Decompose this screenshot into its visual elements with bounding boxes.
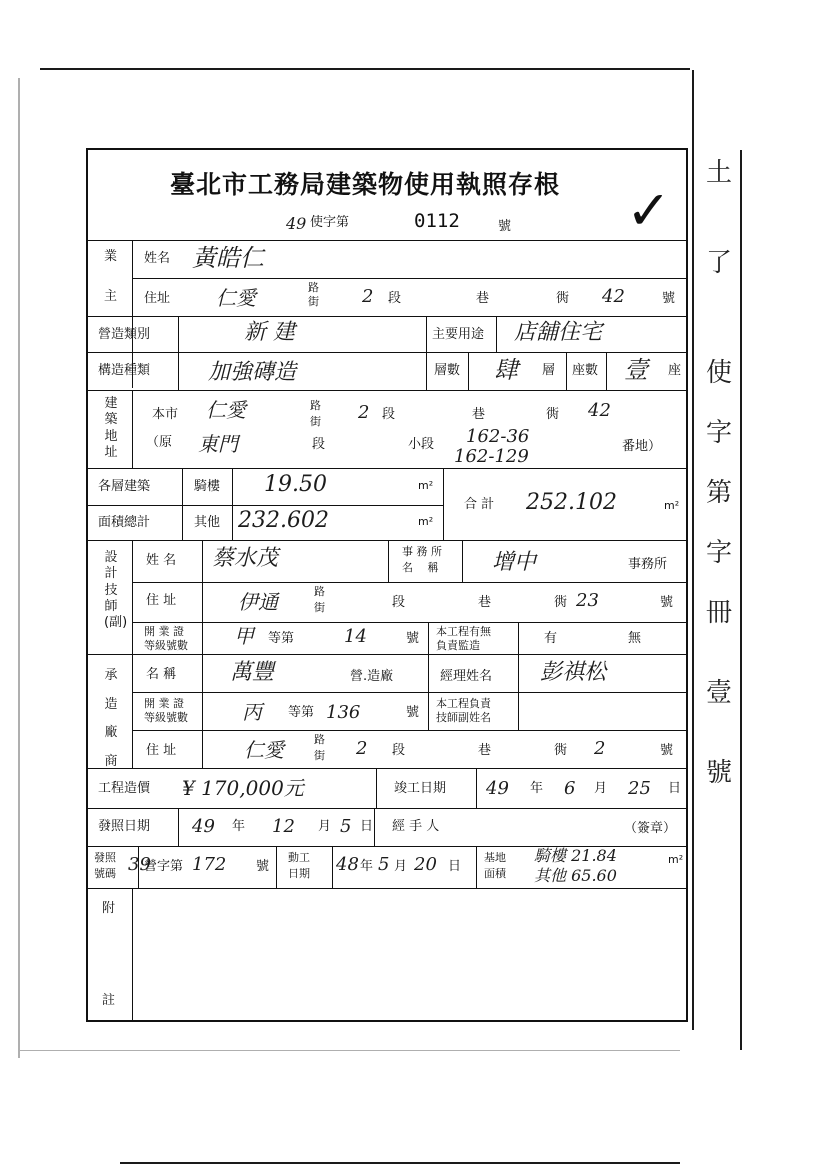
col-line [428, 622, 429, 654]
col-line [276, 846, 277, 888]
permit-number-suffix: 號 [498, 219, 512, 234]
lane-label: 巷 [476, 291, 490, 306]
notes-label: 附 [102, 901, 116, 916]
col-line [374, 808, 375, 846]
row-line [88, 468, 686, 469]
start-date-label: 動工 [288, 851, 310, 864]
col-line [178, 808, 179, 846]
row-line [132, 622, 686, 623]
col-line [468, 352, 469, 390]
structure-label: 構造種類 [98, 363, 151, 378]
supervisor-none: 無 [628, 631, 642, 646]
office-label: 事 務 所 [402, 545, 442, 558]
build-permit-number: 172 [192, 854, 227, 875]
cost-value: ¥ 170,000元 [182, 776, 304, 800]
base-arcade-area: 騎樓 21.84 [534, 846, 617, 865]
city-label: 本市 [152, 407, 179, 422]
contractor-address-number: 2 [594, 738, 606, 759]
scan-border-bottom [20, 1050, 680, 1051]
designer-address-number: 23 [576, 590, 599, 611]
supervisor-has: 有 [544, 631, 558, 646]
street-label: 街 [314, 601, 325, 614]
background-side-char: 字 [706, 418, 733, 448]
year-label: 年 [530, 781, 544, 796]
number-label: 號 [662, 291, 676, 306]
designer-name: 蔡水茂 [212, 546, 279, 571]
floors-value: 肆 [494, 356, 518, 384]
col-line [476, 768, 477, 808]
complete-day: 25 [628, 778, 651, 799]
designer-license-number: 14 [344, 626, 367, 647]
base-area-label: 面積 [484, 867, 506, 880]
owner-address-road: 仁愛 [216, 286, 256, 310]
lane-label: 巷 [472, 407, 486, 422]
row-line [132, 278, 686, 279]
permit-number: 0112 [414, 210, 460, 232]
scan-border-right [692, 70, 694, 1030]
site-label: 建築地址 [104, 396, 118, 460]
cost-label: 工程造價 [98, 781, 151, 796]
designer-address-label: 住 址 [146, 593, 177, 608]
office-label: 名 稱 [402, 561, 439, 574]
col-line [496, 316, 497, 352]
notes-label: 註 [102, 993, 116, 1008]
scan-border-top [40, 68, 690, 70]
original-section: 東門 [198, 432, 238, 456]
scan-border-foot [120, 1162, 680, 1164]
issue-date-label: 發照日期 [98, 819, 151, 834]
col-line [178, 316, 179, 390]
area-label: 各層建築 [98, 479, 151, 494]
manager-name: 彭祺松 [540, 660, 607, 685]
license-label: 開 業 證 [144, 625, 184, 638]
col-line [606, 352, 607, 390]
buildings-value: 壹 [624, 356, 648, 384]
start-year: 48 [336, 854, 359, 875]
build-permit-number-label: 號 [256, 859, 270, 874]
license-label: 等級號數 [144, 711, 188, 724]
floor-unit: 層 [542, 363, 556, 378]
col-line [332, 846, 333, 888]
floors-label: 層數 [434, 363, 461, 378]
lot-number-2: 162-129 [454, 446, 529, 467]
lot-number-1: 162-36 [466, 426, 530, 447]
area-label: 面積總計 [98, 515, 151, 530]
permit-year: 49 [286, 214, 307, 233]
issue-year: 49 [192, 816, 215, 837]
manager-label: 經理姓名 [440, 669, 493, 684]
col-line [426, 352, 427, 390]
category-label: 營造類別 [98, 327, 151, 342]
designer-name-label: 姓 名 [146, 553, 177, 568]
complete-year: 49 [486, 778, 509, 799]
handler-label: 經 手 人 [392, 819, 440, 834]
total-area: 252.102 [526, 490, 617, 515]
row-line [88, 390, 686, 391]
road-label: 路 [308, 281, 319, 294]
background-side-char: 了 [706, 248, 733, 278]
alley-label: 衖 [546, 407, 560, 422]
col-line [518, 622, 519, 654]
col-line [476, 846, 477, 888]
section-label: 段 [388, 291, 402, 306]
col-line [132, 540, 133, 768]
subsection-label: 小段 [408, 437, 435, 452]
contractor-name-label: 名 稱 [146, 667, 177, 682]
number-label: 號 [660, 595, 674, 610]
owner-address-section: 2 [362, 286, 374, 307]
base-other-area: 其他 65.60 [534, 866, 617, 885]
build-permit-word: 39 [128, 854, 151, 875]
lane-label: 巷 [478, 743, 492, 758]
year-label: 年 [232, 819, 246, 834]
row-line [88, 888, 686, 889]
street-label: 街 [308, 295, 319, 308]
year-label: 年 [360, 859, 374, 874]
alley-label: 衖 [554, 743, 568, 758]
background-side-char: 壹 [706, 678, 733, 708]
row-line [132, 730, 686, 731]
col-line [426, 316, 427, 352]
day-label: 日 [668, 781, 682, 796]
license-label: 等級號數 [144, 639, 188, 652]
contractor-license-number: 136 [326, 702, 361, 723]
tech-label: 技師副姓名 [436, 711, 491, 724]
license-number-label: 號 [406, 705, 420, 720]
row-line [88, 505, 443, 506]
owner-name: 黃皓仁 [192, 244, 264, 272]
category-value: 新 建 [244, 320, 295, 345]
buildings-label: 座數 [572, 363, 599, 378]
section-label: 段 [392, 595, 406, 610]
col-line [443, 468, 444, 540]
license-label: 開 業 證 [144, 697, 184, 710]
total-label: 合 計 [464, 497, 495, 512]
grade-label: 等第 [288, 705, 315, 720]
contractor-address-section: 2 [356, 738, 368, 759]
use-value: 店舖住宅 [514, 320, 603, 345]
owner-group-label: 主 [104, 289, 118, 304]
background-side-char: 號 [706, 758, 733, 788]
start-date-label: 日期 [288, 867, 310, 880]
month-label: 月 [594, 781, 608, 796]
row-line [88, 540, 686, 541]
col-line [518, 654, 519, 730]
background-side-char: 冊 [706, 598, 733, 628]
owner-name-label: 姓名 [144, 251, 171, 266]
col-line [428, 654, 429, 730]
designer-license-grade: 甲 [234, 624, 254, 648]
issue-month: 12 [272, 816, 295, 837]
tech-label: 本工程負責 [436, 697, 491, 710]
col-line [388, 540, 389, 582]
area-unit: m² [418, 479, 434, 492]
other-label: 其他 [194, 515, 221, 530]
col-line [132, 888, 133, 1022]
office-name: 增中 [492, 550, 537, 575]
contractor-license-grade: 丙 [242, 700, 262, 724]
street-label: 街 [314, 749, 325, 762]
original-section-label: 段 [312, 437, 326, 452]
day-label: 日 [360, 819, 374, 834]
contractor-address-road: 仁愛 [244, 738, 284, 762]
background-side-char: 第 [706, 478, 733, 508]
permit-stub-form [86, 148, 688, 1022]
total-unit: m² [664, 499, 680, 512]
other-area: 232.602 [238, 508, 329, 533]
owner-group-label: 業 [104, 249, 118, 264]
building-unit: 座 [668, 363, 682, 378]
license-number-label: 號 [406, 631, 420, 646]
row-line [88, 768, 686, 769]
number-label: 號 [660, 743, 674, 758]
use-label: 主要用途 [432, 327, 485, 342]
base-area-unit: m² [668, 853, 684, 866]
site-road: 仁愛 [206, 398, 246, 422]
complete-date-label: 竣工日期 [394, 781, 447, 796]
form-title: 臺北市工務局建築物使用執照存根 [170, 170, 561, 199]
day-label: 日 [448, 859, 462, 874]
supervisor-label: 本工程有無 [436, 625, 491, 638]
site-section: 2 [358, 402, 370, 423]
contractor-name: 萬豐 [230, 660, 275, 685]
month-label: 月 [394, 859, 408, 874]
owner-address-label: 住址 [144, 291, 171, 306]
col-line [202, 540, 203, 768]
month-label: 月 [318, 819, 332, 834]
complete-month: 6 [564, 778, 576, 799]
lot-label: 番地） [622, 439, 662, 454]
road-label: 路 [310, 399, 321, 412]
lane-label: 巷 [478, 595, 492, 610]
arcade-label: 騎樓 [194, 479, 221, 494]
owner-address-number: 42 [602, 286, 625, 307]
background-side-char: 字 [706, 538, 733, 568]
background-side-char: 使 [706, 358, 733, 388]
designer-address-road: 伊通 [238, 590, 278, 614]
row-line [132, 582, 686, 583]
contractor-name-suffix: 營.造廠 [350, 669, 394, 684]
col-line [132, 390, 133, 468]
structure-value: 加強磚造 [208, 360, 297, 385]
original-label: （原 [146, 435, 173, 450]
start-month: 5 [378, 854, 390, 875]
col-line [182, 468, 183, 540]
col-line [232, 468, 233, 540]
site-number: 42 [588, 400, 611, 421]
check-mark-icon: ✓ [626, 179, 672, 242]
office-suffix: 事務所 [628, 557, 668, 572]
col-line [376, 768, 377, 808]
row-line [88, 654, 686, 655]
row-line [88, 240, 686, 241]
sign-label: （簽章） [624, 821, 677, 836]
col-line [566, 352, 567, 390]
street-label: 街 [310, 415, 321, 428]
contractor-group-label: 承造廠商 [104, 668, 118, 769]
scan-border-left [18, 78, 20, 1058]
start-day: 20 [414, 854, 437, 875]
issue-day: 5 [340, 816, 352, 837]
section-label: 段 [392, 743, 406, 758]
grade-label: 等第 [268, 631, 295, 646]
designer-group-label: 設計技師(副) [104, 550, 128, 630]
build-permit-label: 發照 [94, 851, 116, 864]
alley-label: 衖 [556, 291, 570, 306]
alley-label: 衖 [554, 595, 568, 610]
base-area-label: 基地 [484, 851, 506, 864]
contractor-address-label: 住 址 [146, 743, 177, 758]
road-label: 路 [314, 733, 325, 746]
permit-word-label: 使字第 [310, 215, 350, 230]
build-permit-word-label: 營字第 [144, 859, 184, 874]
section-label: 段 [382, 407, 396, 422]
background-side-char: 土 [706, 158, 733, 188]
arcade-area: 19.50 [264, 472, 327, 497]
row-line [132, 692, 686, 693]
build-permit-label: 號碼 [94, 867, 116, 880]
col-line [462, 540, 463, 582]
road-label: 路 [314, 585, 325, 598]
area-unit: m² [418, 515, 434, 528]
scan-border-far-right [740, 150, 742, 1050]
supervisor-label: 負責監造 [436, 639, 480, 652]
